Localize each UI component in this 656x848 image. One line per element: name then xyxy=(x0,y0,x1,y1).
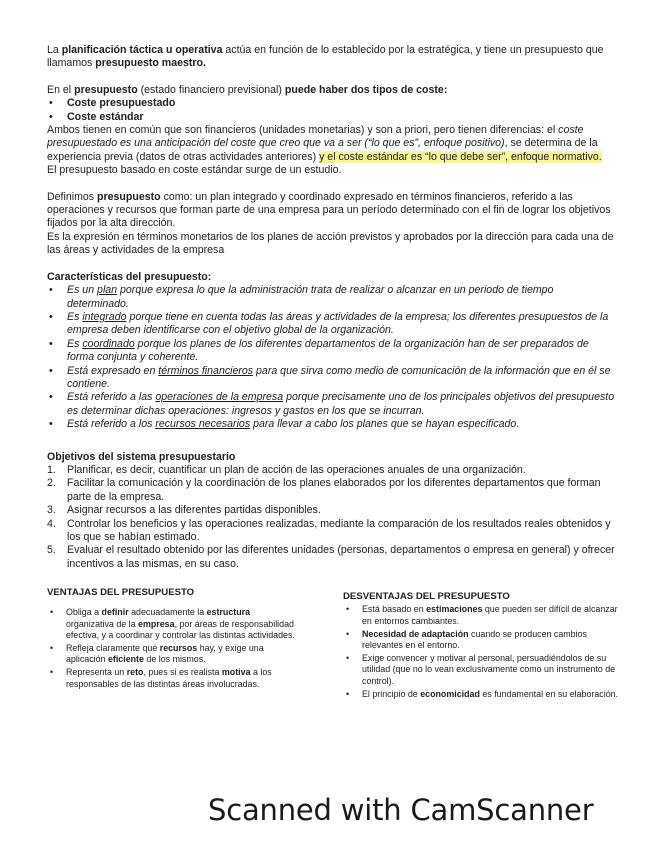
item-post: porque los planes de los diferentes departamentos de la organización han de ser preparados de forma conjunta y coherente. xyxy=(67,337,589,364)
cost-comparison-paragraph xyxy=(47,124,617,164)
comparison-text-3: , se determina de la experiencia previa (datos de otras actividades anteriores) xyxy=(47,137,598,163)
item-post: para llevar a cabo los planes que se hayan especificado. xyxy=(250,418,520,431)
list-item xyxy=(47,391,617,418)
b: eficiente xyxy=(107,654,144,665)
t: Representa un xyxy=(66,667,127,678)
intro-bold-1: planificación táctica u operativa xyxy=(61,44,223,56)
list-item xyxy=(47,111,617,124)
item-post: para que sirva como medio de comunicación de la información que en él se contiene. xyxy=(67,364,611,390)
t: de los mismos. xyxy=(143,654,206,665)
t: es fundamental en su elaboración. xyxy=(479,688,619,699)
disadvantages-title: DESVENTAJAS DEL PRESUPUESTO xyxy=(343,591,510,603)
list-item xyxy=(47,284,617,311)
intro-paragraph xyxy=(47,44,617,71)
list-item xyxy=(47,365,617,392)
item-number: 3. xyxy=(47,504,56,517)
t: , pues si es realista xyxy=(143,667,222,678)
highlighted-text: y el coste estándar es “lo que debe ser”, enfoque normativo. xyxy=(319,150,602,163)
t: que pueden ser difícil de alcanzar en entornos cambiantes. xyxy=(362,604,618,626)
costs-text-1: En el xyxy=(47,83,75,96)
item-pre: Está expresado en xyxy=(67,364,159,377)
item-text: Planificar, es decir, cuantificar un plan de acción de las operaciones anuales de una organización. xyxy=(67,463,526,476)
definition-text-1: Definimos xyxy=(47,190,98,203)
list-item xyxy=(47,667,297,689)
list-item xyxy=(47,338,617,365)
item-underlined: integrado xyxy=(82,310,127,323)
list-item xyxy=(47,504,617,517)
item-underlined: coordinado xyxy=(82,337,135,350)
t: Está basado en xyxy=(362,604,427,615)
characteristics-heading xyxy=(47,271,617,284)
costs-bold-1: presupuesto xyxy=(74,83,138,96)
item-pre: Está referido a los xyxy=(67,418,156,431)
item-number: 4. xyxy=(47,517,56,530)
list-item xyxy=(47,518,617,545)
intro-text-1: La xyxy=(47,44,62,56)
item-text: Controlar los beneficios y las operaciones realizadas, mediante la comparación de los resultados reales obtenidos y los que se habían estimado. xyxy=(67,517,611,543)
intro-text-2: actúa en función de lo establecido por la estratégica, y tiene un presupuesto que llamamos xyxy=(47,44,604,70)
disadvantages-list xyxy=(343,604,621,700)
cost-type-1: Coste presupuestado xyxy=(67,97,176,110)
list-item xyxy=(47,643,297,665)
definition-bold: presupuesto xyxy=(97,190,161,203)
list-item xyxy=(47,544,617,571)
budget-definition-paragraph xyxy=(47,191,617,231)
comparison-text-1: Ambos tienen en común que son financieros (unidades monetarias) y son a priori, pero tienen diferencias: el xyxy=(47,124,559,137)
item-underlined: plan xyxy=(97,284,118,297)
b: estimaciones xyxy=(426,604,483,615)
item-post: porque precisamente uno de los principales objetivos del presupuesto es determinar dichas operaciones: ingresos y gastos en los que se incurran. xyxy=(67,391,615,417)
definition-text-2: como: un plan integrado y coordinado expresado en términos financieros, referido a las operaciones y recursos que forman parte de una empresa para un período determinado con el fin de lograr los objetivos fijados por la alta dirección. xyxy=(47,190,611,230)
characteristics-list xyxy=(47,284,617,431)
item-post: porque expresa lo que la administración trata de realizar o alcanzar en un periodo de tiempo determinado. xyxy=(67,284,554,310)
camscanner-watermark: Scanned with CamScanner xyxy=(208,793,594,827)
intro-bold-2: presupuesto maestro. xyxy=(95,57,206,70)
item-pre: Es xyxy=(67,337,83,350)
advantages-list xyxy=(47,607,297,689)
b: recursos xyxy=(159,643,198,654)
t: Refleja claramente qué xyxy=(66,643,160,654)
item-underlined: términos financieros xyxy=(158,364,254,377)
item-underlined: recursos necesarios xyxy=(155,418,251,431)
objectives-heading xyxy=(47,451,617,464)
list-item xyxy=(343,629,621,651)
t: cuando se producen cambios relevantes en el entorno. xyxy=(362,628,587,651)
standard-cost-sentence: El presupuesto basado en coste estándar surge de un estudio. xyxy=(47,164,342,177)
characteristics-title: Características del presupuesto: xyxy=(47,270,212,283)
comparison-italic: coste presupuestado es una anticipación del coste que creo que va a ser (“lo que es”, enfoque positivo) xyxy=(47,124,584,150)
t: , por áreas de responsabilidad efectiva, y a coordinar y controlar las distintas actividades. xyxy=(66,618,295,640)
item-pre: Está referido a las xyxy=(67,391,156,404)
costs-bold-2: puede haber dos tipos de coste: xyxy=(284,83,448,96)
disadvantages-column xyxy=(343,591,621,702)
item-underlined: operaciones de la empresa xyxy=(155,391,284,404)
item-text: Evaluar el resultado obtenido por las diferentes unidades (personas, departamentos o empresa en general) y ofrecer incentivos a las mismas, en su caso. xyxy=(67,544,615,570)
costs-text-2: (estado financiero previsional) xyxy=(137,83,285,96)
b: motiva xyxy=(221,667,251,678)
cost-types-intro xyxy=(47,84,617,97)
list-item xyxy=(343,653,621,687)
cost-types-list xyxy=(47,97,617,124)
list-item xyxy=(47,477,617,504)
item-number: 2. xyxy=(47,477,56,490)
objectives-list xyxy=(47,464,617,571)
list-item xyxy=(47,97,617,110)
list-item xyxy=(343,689,621,700)
t: Obliga a xyxy=(66,607,102,618)
list-item xyxy=(47,607,297,641)
list-item xyxy=(343,604,621,626)
advantages-column xyxy=(47,587,297,692)
advantages-title: VENTAJAS DEL PRESUPUESTO xyxy=(47,587,195,599)
b: reto xyxy=(126,667,144,678)
t: a los responsables de las distintas áreas involucradas. xyxy=(66,667,272,689)
t: adecuadamente la xyxy=(128,607,207,618)
t: Exige convencer y motivar al personal, persuadiéndolos de su utilidad (que no lo vean exclusivamente como un instrumento de control). xyxy=(362,653,616,686)
b: definir xyxy=(101,607,129,618)
budget-expression-paragraph: Es la expresión en términos monetarios de los planes de acción previstos y aprobados por la dirección para cada una de las áreas y actividades de la empresa xyxy=(47,230,614,257)
t: hay, y exige una aplicación xyxy=(66,643,264,665)
objectives-title: Objetivos del sistema presupuestario xyxy=(47,450,236,463)
cost-type-2: Coste estándar xyxy=(67,110,144,123)
b: empresa xyxy=(138,618,175,629)
list-item xyxy=(47,311,617,338)
pros-cons-section xyxy=(47,577,617,717)
b: economicidad xyxy=(420,688,480,699)
b: Necesidad de adaptación xyxy=(362,628,469,639)
b: estructura xyxy=(206,607,251,618)
item-pre: Es un xyxy=(67,284,98,297)
t: El principio de xyxy=(362,688,421,699)
item-text: Facilitar la comunicación y la coordinación de los planes elaborados por los diferentes departamentos que forman parte de la empresa. xyxy=(67,477,601,503)
t: organizativa de la xyxy=(66,618,139,629)
item-text: Asignar recursos a las diferentes partidas disponibles. xyxy=(67,504,321,517)
item-pre: Es xyxy=(67,310,83,323)
list-item xyxy=(47,418,617,431)
item-number: 5. xyxy=(47,544,56,557)
item-number: 1. xyxy=(47,463,56,476)
item-post: porque tiene en cuenta todas las áreas y actividades de la empresa; los diferentes presupuestos de la empresa deben identificarse con el objetivo global de la organización. xyxy=(67,310,609,337)
document-page xyxy=(47,44,617,717)
list-item xyxy=(47,464,617,477)
